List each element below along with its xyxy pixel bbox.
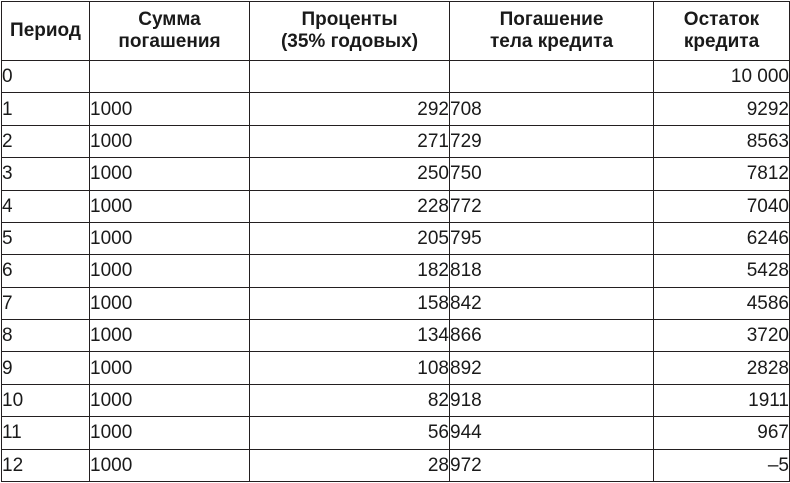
cell-interest: 158 xyxy=(250,287,450,319)
cell-principal: 944 xyxy=(450,417,654,449)
table-row xyxy=(2,61,790,93)
header-interest-line1: Проценты xyxy=(301,9,398,30)
header-interest-line2: (35% годовых) xyxy=(280,31,419,52)
table-body xyxy=(2,61,790,482)
cell-interest: 182 xyxy=(250,255,450,287)
cell-period: 5 xyxy=(2,222,90,254)
table-row xyxy=(2,417,790,449)
header-balance-line1: Остаток xyxy=(683,9,760,30)
table-row xyxy=(2,93,790,125)
cell-interest: 205 xyxy=(250,222,450,254)
header-principal xyxy=(450,2,654,61)
cell-period: 2 xyxy=(2,125,90,157)
cell-balance: 6246 xyxy=(654,222,790,254)
cell-interest: 228 xyxy=(250,190,450,222)
cell-balance: 1911 xyxy=(654,384,790,416)
cell-balance: 10 000 xyxy=(654,61,790,93)
cell-balance: 7812 xyxy=(654,158,790,190)
cell-period: 7 xyxy=(2,287,90,319)
cell-period: 8 xyxy=(2,320,90,352)
cell-balance: 9292 xyxy=(654,93,790,125)
table-row xyxy=(2,190,790,222)
cell-principal xyxy=(450,61,654,93)
cell-payment: 1000 xyxy=(90,222,250,254)
header-principal-line1: Погашение xyxy=(499,9,604,30)
cell-principal: 708 xyxy=(450,93,654,125)
table-row xyxy=(2,352,790,384)
cell-period: 12 xyxy=(2,449,90,482)
header-balance-line2: кредита xyxy=(683,31,760,52)
cell-principal: 866 xyxy=(450,320,654,352)
cell-principal: 972 xyxy=(450,449,654,482)
cell-principal: 795 xyxy=(450,222,654,254)
cell-payment: 1000 xyxy=(90,417,250,449)
table-row xyxy=(2,384,790,416)
cell-principal: 729 xyxy=(450,125,654,157)
cell-balance: –5 xyxy=(654,449,790,482)
cell-payment: 1000 xyxy=(90,384,250,416)
cell-period: 0 xyxy=(2,61,90,93)
loan-repayment-table xyxy=(1,1,790,482)
cell-period: 11 xyxy=(2,417,90,449)
cell-payment: 1000 xyxy=(90,352,250,384)
cell-principal: 892 xyxy=(450,352,654,384)
table-row xyxy=(2,287,790,319)
cell-period: 6 xyxy=(2,255,90,287)
header-payment-line1: Сумма xyxy=(138,9,201,30)
table-row xyxy=(2,449,790,482)
table-header xyxy=(2,2,790,61)
cell-period: 4 xyxy=(2,190,90,222)
cell-payment: 1000 xyxy=(90,255,250,287)
cell-payment: 1000 xyxy=(90,158,250,190)
cell-principal: 818 xyxy=(450,255,654,287)
cell-balance: 5428 xyxy=(654,255,790,287)
cell-interest xyxy=(250,61,450,93)
table-row xyxy=(2,320,790,352)
cell-interest: 292 xyxy=(250,93,450,125)
cell-period: 1 xyxy=(2,93,90,125)
cell-interest: 28 xyxy=(250,449,450,482)
table-row xyxy=(2,222,790,254)
cell-principal: 750 xyxy=(450,158,654,190)
table-row xyxy=(2,255,790,287)
header-period-line1: Период xyxy=(10,20,81,41)
header-period xyxy=(2,2,90,61)
cell-interest: 82 xyxy=(250,384,450,416)
cell-payment: 1000 xyxy=(90,125,250,157)
cell-balance: 3720 xyxy=(654,320,790,352)
cell-balance: 967 xyxy=(654,417,790,449)
table-row xyxy=(2,158,790,190)
header-interest xyxy=(250,2,450,61)
cell-balance: 7040 xyxy=(654,190,790,222)
cell-payment xyxy=(90,61,250,93)
cell-principal: 842 xyxy=(450,287,654,319)
cell-balance: 4586 xyxy=(654,287,790,319)
cell-balance: 2828 xyxy=(654,352,790,384)
header-row xyxy=(2,2,790,61)
cell-payment: 1000 xyxy=(90,190,250,222)
cell-period: 3 xyxy=(2,158,90,190)
cell-payment: 1000 xyxy=(90,449,250,482)
header-payment-line2: погашения xyxy=(118,31,221,52)
cell-balance: 8563 xyxy=(654,125,790,157)
header-principal-line2: тела кредита xyxy=(489,31,614,52)
cell-interest: 108 xyxy=(250,352,450,384)
table-row xyxy=(2,125,790,157)
cell-payment: 1000 xyxy=(90,287,250,319)
cell-period: 9 xyxy=(2,352,90,384)
header-balance xyxy=(654,2,790,61)
cell-principal: 918 xyxy=(450,384,654,416)
cell-payment: 1000 xyxy=(90,93,250,125)
cell-interest: 271 xyxy=(250,125,450,157)
cell-payment: 1000 xyxy=(90,320,250,352)
cell-interest: 250 xyxy=(250,158,450,190)
cell-period: 10 xyxy=(2,384,90,416)
header-payment xyxy=(90,2,250,61)
cell-principal: 772 xyxy=(450,190,654,222)
cell-interest: 134 xyxy=(250,320,450,352)
cell-interest: 56 xyxy=(250,417,450,449)
